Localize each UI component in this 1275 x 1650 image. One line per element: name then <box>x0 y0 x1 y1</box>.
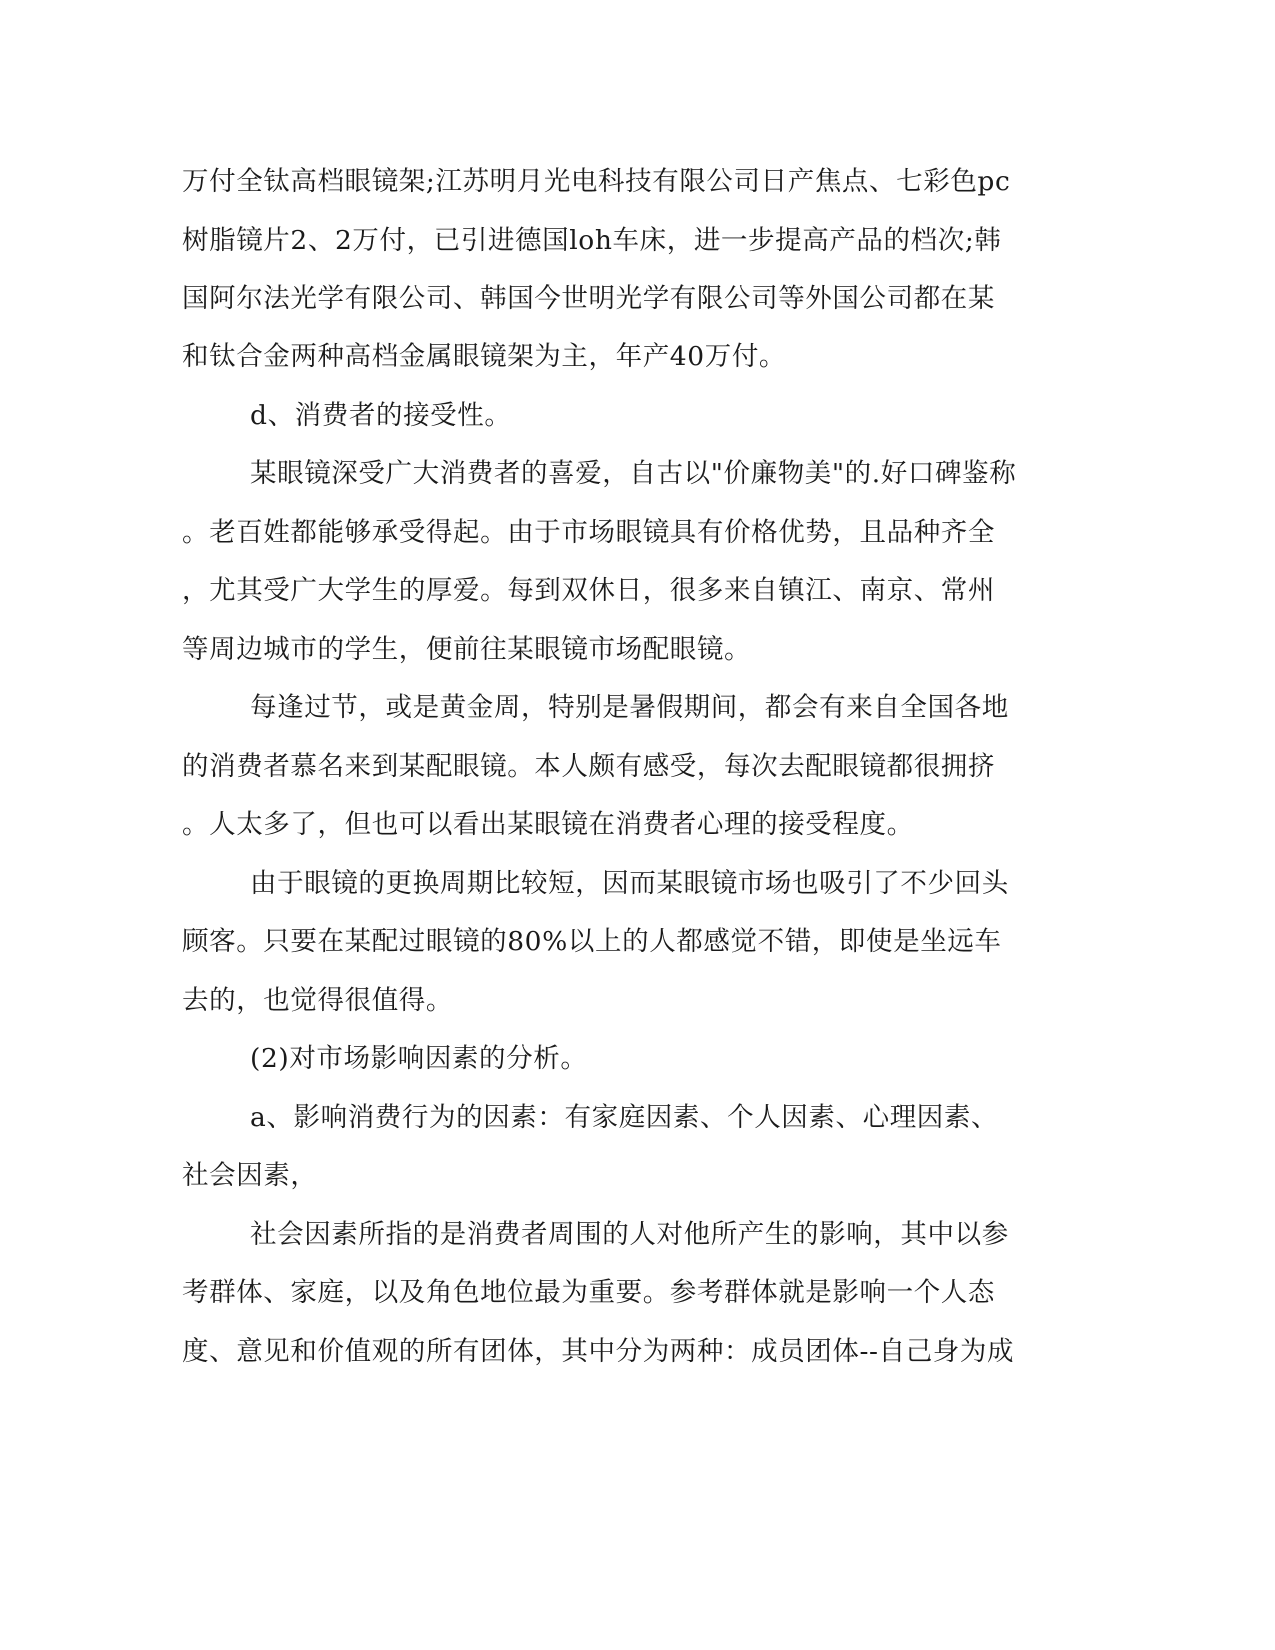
text-line: 社会因素所指的是消费者周围的人对他所产生的影响，其中以参 <box>250 1219 1009 1250</box>
text-line: 由于眼镜的更换周期比较短，因而某眼镜市场也吸引了不少回头 <box>250 868 1009 899</box>
text-line: d、消费者的接受性。 <box>250 400 512 431</box>
text-line: 社会因素， <box>182 1160 318 1191</box>
text-line: 的消费者慕名来到某配眼镜。本人颇有感受，每次去配眼镜都很拥挤 <box>182 751 995 782</box>
text-line: 。人太多了，但也可以看出某眼镜在消费者心理的接受程度。 <box>182 809 914 840</box>
text-line: 去的，也觉得很值得。 <box>182 985 453 1016</box>
text-line: 万付全钛高档眼镜架;江苏明月光电科技有限公司日产焦点、七彩色pc <box>182 166 1011 197</box>
text-line: 某眼镜深受广大消费者的喜爱，自古以"价廉物美"的.好口碑鉴称 <box>250 458 1017 489</box>
text-line: 。老百姓都能够承受得起。由于市场眼镜具有价格优势，且品种齐全 <box>182 517 995 548</box>
text-line: 和钛合金两种高档金属眼镜架为主，年产40万付。 <box>182 341 787 372</box>
text-line: 树脂镜片2、2万付，已引进德国loh车床，进一步提高产品的档次;韩 <box>182 225 1002 256</box>
text-line: ，尤其受广大学生的厚爱。每到双休日，很多来自镇江、南京、常州 <box>182 575 995 606</box>
text-line: 等周边城市的学生，便前往某眼镜市场配眼镜。 <box>182 634 752 665</box>
text-line: 顾客。只要在某配过眼镜的80%以上的人都感觉不错，即使是坐远车 <box>182 926 1002 957</box>
text-line: 度、意见和价值观的所有团体，其中分为两种：成员团体--自己身为成 <box>182 1336 1015 1367</box>
text-line: 每逢过节，或是黄金周，特别是暑假期间，都会有来自全国各地 <box>250 692 1009 723</box>
text-line: (2)对市场影响因素的分析。 <box>250 1043 588 1074</box>
text-line: 国阿尔法光学有限公司、韩国今世明光学有限公司等外国公司都在某 <box>182 283 995 314</box>
text-line: 考群体、家庭，以及角色地位最为重要。参考群体就是影响一个人态 <box>182 1277 995 1308</box>
text-line: a、影响消费行为的因素：有家庭因素、个人因素、心理因素、 <box>250 1102 999 1133</box>
